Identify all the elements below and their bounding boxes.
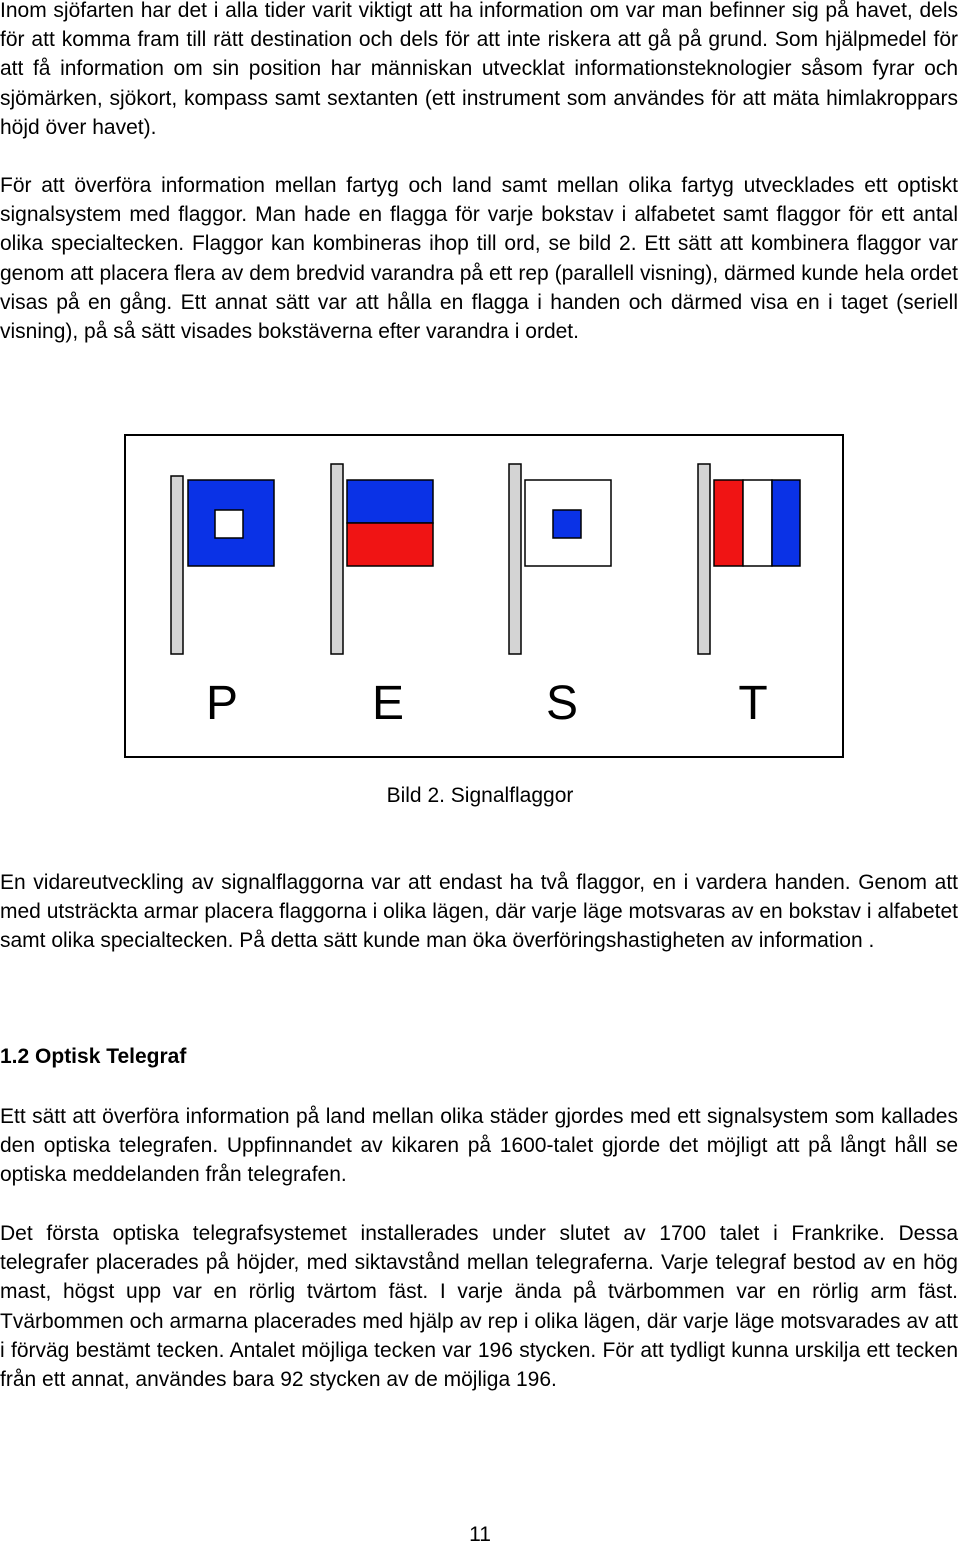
- flag-s-blue-square: [553, 510, 581, 538]
- page-number: 11: [469, 1523, 491, 1546]
- signal-flags-figure: [124, 434, 844, 758]
- flag-p-white-square: [215, 510, 243, 538]
- flag-letter-s: S: [545, 677, 578, 730]
- flag-pole: [171, 476, 183, 654]
- section-heading: 1.2 Optisk Telegraf: [0, 1045, 187, 1068]
- flag-s: [509, 464, 611, 654]
- flag-pole: [331, 464, 343, 654]
- flag-e-red-half: [347, 523, 433, 566]
- flag-e: [331, 464, 433, 654]
- flag-letter-e: E: [371, 677, 404, 730]
- semaphore-paragraph: En vidareutveckling av signalflaggorna var att endast ha två flaggor, en i vardera handen. Genom att med utsträckta armar placera flaggorna i olika lägen, där varje läge motsvaras av en bokstav i alfabetet samt olika specialtecken. På detta sätt kunde man öka överföringshastigheten av information .: [0, 871, 958, 953]
- figure-caption: [0, 781, 960, 810]
- telegraph-details-paragraph: Det första optiska telegrafsystemet installerades under slutet av 1700 talet i Frankrike. Dessa telegrafer placerades på höjder, med siktavstånd mellan telegraferna. Varje telegraf bestod av en hög mast, högst upp var en rörlig tvärtom fäst. I varje ända på tvärbommen var en rörlig arm fäst. Tvärbommen och armarna placerades med hjälp av rep i olika lägen, där varje läge motsvarades av att i förväg bestämt tecken. Antalet möjliga tecken var 196 stycken. För att tydligt kunna urskilja ett tecken från ett annat, användes bara 92 stycken av de möjliga 196.: [0, 1222, 958, 1392]
- flag-pole: [698, 464, 710, 654]
- flag-letter-t: T: [738, 677, 768, 730]
- flag-t-red-stripe: [714, 480, 743, 566]
- flag-p: [171, 476, 274, 654]
- intro-paragraph: Inom sjöfarten har det i alla tider varit viktigt att ha information om var man befinner sig på havet, dels för att komma fram till rätt destination och dels för att inte riskera att gå på grund. Som hjälpmedel för att få information om sin position har människan utvecklat informationsteknologier såsom fyrar och sjömärken, sjökort, kompass samt sextanten (ett instrument som användes för att mäta himlakroppars höjd över havet).: [0, 0, 958, 139]
- figure-caption-text: Bild 2. Signalflaggor: [386, 784, 574, 807]
- signal-flags-paragraph: För att överföra information mellan fartyg och land samt mellan olika fartyg utvecklades ett optiskt signalsystem med flaggor. Man hade en flagga för varje bokstav i alfabetet samt flaggor för ett antal olika specialtecken. Flaggor kan kombineras ihop till ord, se bild 2. Ett sätt att kombinera flaggor var genom att placera flera av dem bredvid varandra på ett rep (parallell visning), därmed kunde hela ordet visas på en gång. Ett annat sätt var att hålla en flagga i handen och därmed visa en i taget (seriell visning), på så sätt visades bokstäverna efter varandra i ordet.: [0, 174, 958, 344]
- flag-letter-p: P: [205, 677, 238, 730]
- flag-e-blue-half: [347, 480, 433, 523]
- flag-t: [698, 464, 800, 654]
- flag-t-white-stripe: [743, 480, 772, 566]
- flag-t-blue-stripe: [772, 480, 800, 566]
- telegraph-intro-paragraph: Ett sätt att överföra information på land mellan olika städer gjordes med ett signalsystem som kallades den optiska telegrafen. Uppfinnandet av kikaren på 1600-talet gjorde det möjligt att på långt håll se optiska meddelanden från telegrafen.: [0, 1105, 958, 1187]
- flag-pole: [509, 464, 521, 654]
